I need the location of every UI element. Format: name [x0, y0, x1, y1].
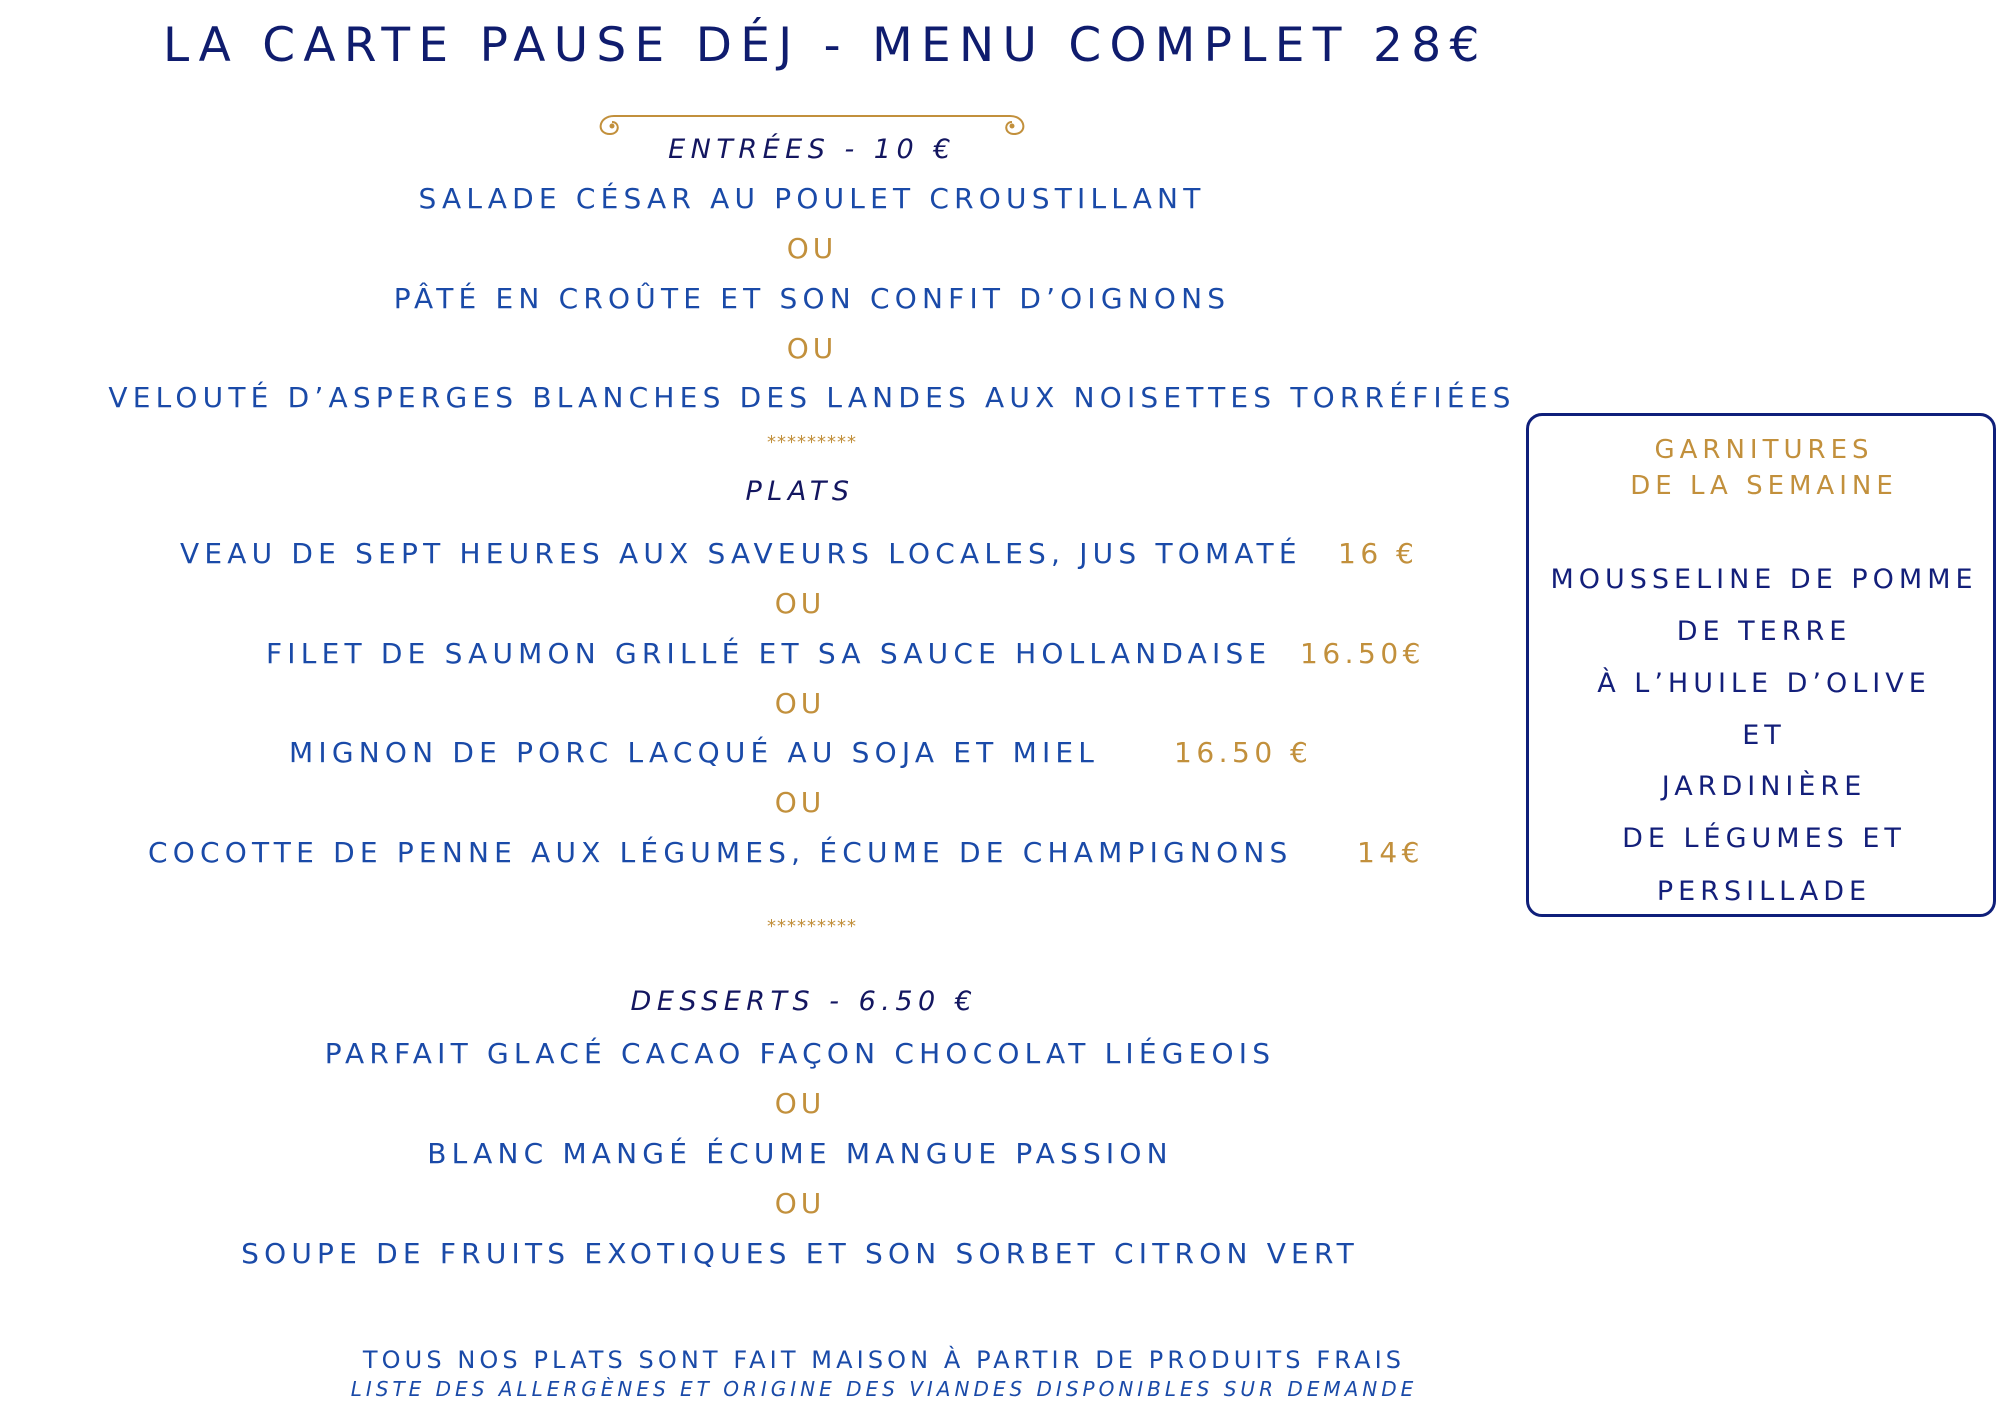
dish-dessert-1: PARFAIT GLACÉ CACAO FAÇON CHOCOLAT LIÉGEOIS [324, 1037, 1276, 1070]
garnish-line: JARDINIÈRE [1661, 771, 1867, 802]
footer-allergens-note: LISTE DES ALLERGÈNES ET ORIGINE DES VIANDES DISPONIBLES SUR DEMANDE [350, 1377, 1418, 1401]
garnish-line: À L’HUILE D’OLIVE [1597, 668, 1931, 699]
dish-entree-1: SALADE CÉSAR AU POULET CROUSTILLANT [418, 182, 1206, 215]
or-separator: OU [774, 687, 826, 720]
garnish-line: ET [1742, 720, 1786, 751]
garnitures-box [1526, 413, 1996, 917]
or-separator: OU [774, 1087, 826, 1120]
price-plat-3: 16.50 € [1174, 736, 1313, 769]
or-separator: OU [786, 332, 838, 365]
garnitures-title-line2: DE LA SEMAINE [1630, 471, 1898, 501]
or-separator: OU [774, 587, 826, 620]
or-separator: OU [774, 786, 826, 819]
footer-note: TOUS NOS PLATS SONT FAIT MAISON À PARTIR DE PRODUITS FRAIS [362, 1346, 1406, 1374]
price-plat-1: 16 € [1338, 537, 1419, 570]
dish-entree-2: PÂTÉ EN CROÛTE ET SON CONFIT D’OIGNONS [393, 282, 1231, 315]
dish-dessert-3: SOUPE DE FRUITS EXOTIQUES ET SON SORBET CITRON VERT [241, 1237, 1359, 1270]
or-separator: OU [774, 1187, 826, 1220]
stars-divider: ********* [767, 916, 857, 937]
garnish-line: PERSILLADE [1656, 876, 1872, 907]
section-heading-entrees: ENTRÉES - 10 € [668, 134, 956, 165]
dish-plat-3: MIGNON DE PORC LACQUÉ AU SOJA ET MIEL [289, 736, 1100, 769]
garnish-line: DE LÉGUMES ET [1622, 823, 1906, 854]
garnitures-title-line1: GARNITURES [1654, 435, 1874, 465]
dish-entree-3: VELOUTÉ D’ASPERGES BLANCHES DES LANDES AUX NOISETTES TORRÉFIÉES [108, 381, 1516, 414]
ornament-divider [592, 104, 1032, 138]
section-heading-desserts: DESSERTS - 6.50 € [630, 986, 978, 1017]
price-plat-2: 16.50€ [1300, 637, 1425, 670]
dish-plat-1: VEAU DE SEPT HEURES AUX SAVEURS LOCALES, JUS TOMATÉ [180, 537, 1302, 570]
dish-plat-2: FILET DE SAUMON GRILLÉ ET SA SAUCE HOLLANDAISE [266, 637, 1272, 670]
dish-plat-4: COCOTTE DE PENNE AUX LÉGUMES, ÉCUME DE CHAMPIGNONS [148, 836, 1293, 869]
dish-dessert-2: BLANC MANGÉ ÉCUME MANGUE PASSION [427, 1137, 1173, 1170]
or-separator: OU [786, 232, 838, 265]
price-plat-4: 14€ [1357, 836, 1424, 869]
section-heading-plats: PLATS [745, 476, 855, 507]
stars-divider: ********* [767, 432, 857, 453]
menu-title: LA CARTE PAUSE DÉJ - MENU COMPLET 28€ [163, 18, 1488, 73]
garnish-line: DE TERRE [1676, 616, 1852, 647]
garnish-line: MOUSSELINE DE POMME [1550, 564, 1978, 595]
